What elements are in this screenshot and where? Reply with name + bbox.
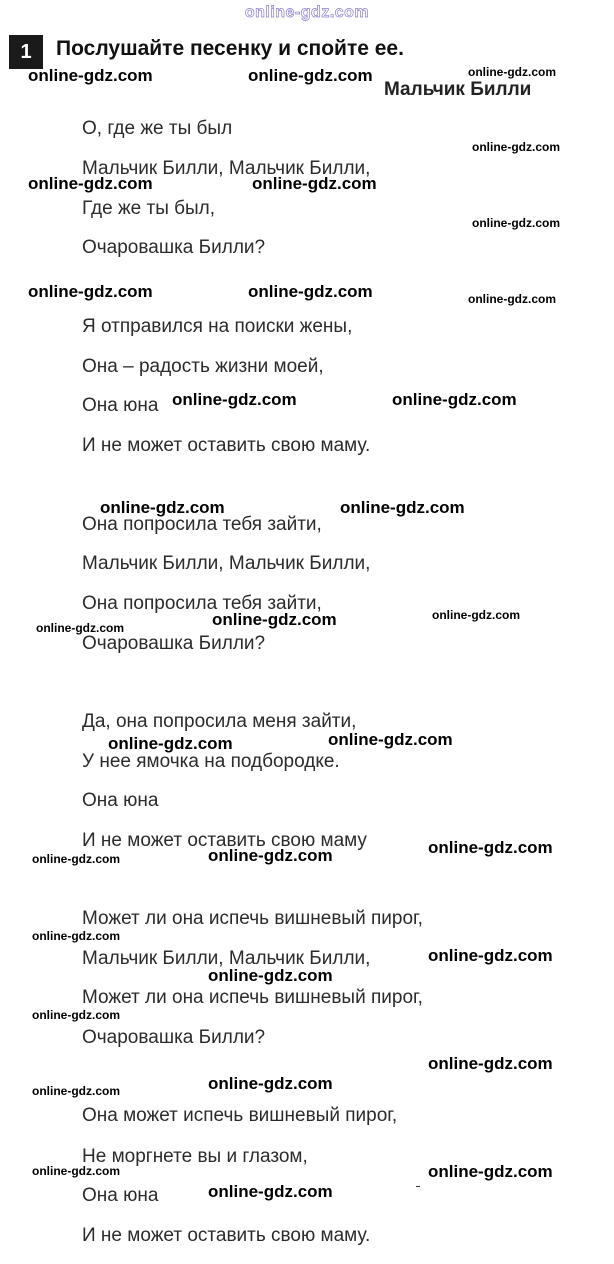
watermark: online-gdz.com — [28, 66, 153, 85]
watermark: online-gdz.com — [252, 174, 377, 193]
lyric-line: О, где же ты был — [82, 118, 233, 139]
lyric-line: У нее ямочка на подбородке. — [82, 751, 340, 772]
watermark: online-gdz.com — [36, 621, 124, 635]
top-watermark: online-gdz.com — [244, 4, 370, 21]
lyric-line: Не моргнете вы и глазом, — [82, 1146, 308, 1167]
lyric-line: Она может испечь вишневый пирог, — [82, 1105, 398, 1126]
lyric-line: И не может оставить свою маму — [82, 830, 367, 851]
watermark: online-gdz.com — [208, 966, 333, 985]
watermark: online-gdz.com — [32, 1084, 120, 1098]
lyric-line: Где же ты был, — [82, 198, 216, 219]
watermark: online-gdz.com — [392, 390, 517, 409]
watermark: online-gdz.com — [428, 1054, 553, 1073]
watermark: online-gdz.com — [472, 140, 560, 154]
watermark: online-gdz.com — [328, 730, 453, 749]
watermark: online-gdz.com — [208, 846, 333, 865]
watermark: online-gdz.com — [248, 282, 373, 301]
lyric-line: Она юна — [82, 1185, 159, 1206]
watermark: online-gdz.com — [248, 66, 373, 85]
watermark: online-gdz.com — [172, 390, 297, 409]
lyric-line: Очаровашка Билли? — [82, 633, 266, 654]
lyric-line: Может ли она испечь вишневый пирог, — [82, 908, 423, 929]
lyric-line: Она юна — [82, 395, 159, 416]
lyric-line: Она попросила тебя зайти, — [82, 514, 322, 535]
lyric-line: И не может оставить свою маму. — [82, 435, 371, 456]
lyric-line: Мальчик Билли, Мальчик Билли, — [82, 158, 371, 179]
watermark: online-gdz.com — [28, 282, 153, 301]
watermark: online-gdz.com — [428, 1162, 553, 1181]
watermark: online-gdz.com — [468, 65, 556, 79]
watermark: online-gdz.com — [32, 929, 120, 943]
watermark: online-gdz.com — [100, 498, 225, 517]
watermark: online-gdz.com — [108, 734, 233, 753]
watermark: online-gdz.com — [32, 1164, 120, 1178]
watermark: online-gdz.com — [472, 216, 560, 230]
lyric-line: Очаровашка Билли? — [82, 237, 266, 258]
song-title: Мальчик Билли — [384, 79, 532, 100]
watermark: online-gdz.com — [428, 838, 553, 857]
lyric-line: И не может оставить свою маму. — [82, 1225, 371, 1246]
watermark: online-gdz.com — [208, 1074, 333, 1093]
watermark: online-gdz.com — [468, 292, 556, 306]
lyric-line: Она – радость жизни моей, — [82, 356, 324, 377]
lyric-line: Мальчик Билли, Мальчик Билли, — [82, 948, 371, 969]
lyric-line: Да, она попросила меня зайти, — [82, 711, 357, 732]
lyric-line: Она попросила тебя зайти, — [82, 593, 322, 614]
lyric-line: Очаровашка Билли? — [82, 1027, 266, 1048]
watermark: online-gdz.com — [208, 1182, 333, 1201]
watermark: online-gdz.com — [340, 498, 465, 517]
task-number-badge: 1 — [9, 35, 43, 69]
watermark: online-gdz.com — [212, 610, 337, 629]
watermark: online-gdz.com — [32, 852, 120, 866]
lyric-line: Мальчик Билли, Мальчик Билли, — [82, 553, 371, 574]
watermark: online-gdz.com — [32, 1008, 120, 1022]
watermark: online-gdz.com — [428, 946, 553, 965]
watermark: online-gdz.com — [432, 608, 520, 622]
lyric-line: Я отправился на поиски жены, — [82, 316, 353, 337]
scan-speck — [416, 1186, 420, 1187]
lyric-line: Она юна — [82, 790, 159, 811]
watermark: online-gdz.com — [28, 174, 153, 193]
task-title: Послушайте песенку и спойте ее. — [56, 37, 404, 60]
lyric-line: Может ли она испечь вишневый пирог, — [82, 987, 423, 1008]
